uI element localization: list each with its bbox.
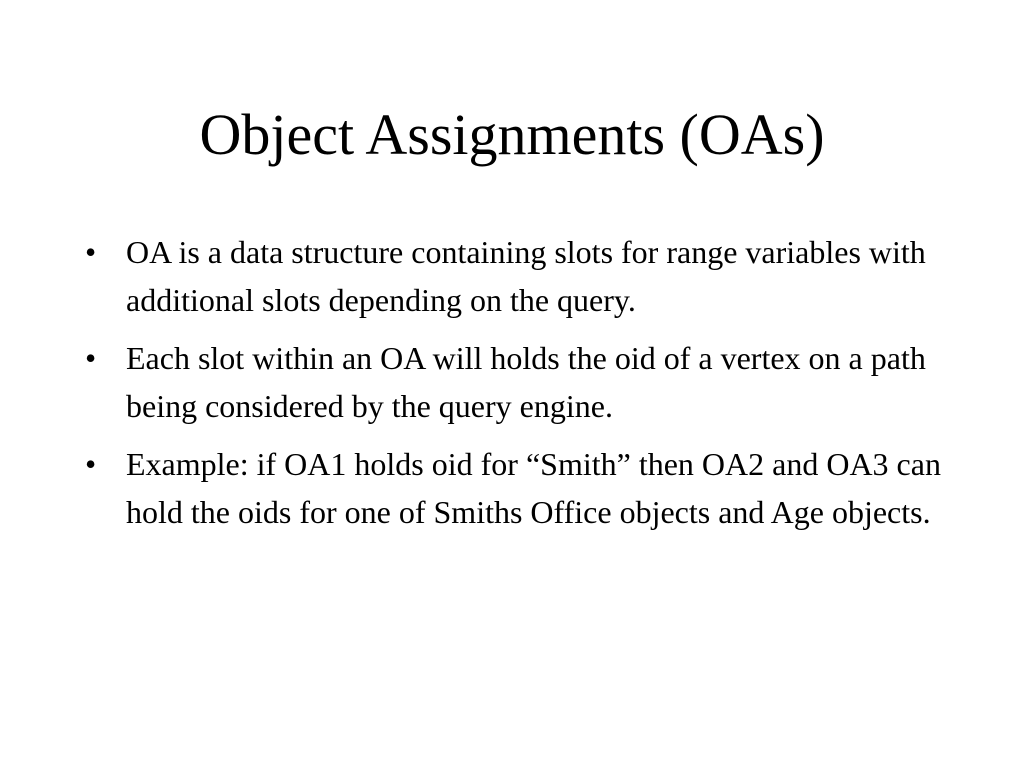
bullet-item	[85, 228, 945, 324]
bullet-item	[85, 334, 945, 430]
bullet-list	[85, 228, 945, 546]
bullet-item	[85, 440, 945, 536]
bullet-text: Each slot within an OA will holds the oid of a vertex on a path being considered by the query engine.	[126, 340, 926, 424]
bullet-marker-icon: •	[85, 446, 97, 482]
slide-title: Object Assignments (OAs)	[199, 102, 825, 167]
bullet-marker-icon: •	[85, 340, 97, 376]
bullet-text: OA is a data structure containing slots for range variables with additional slots depending on the query.	[126, 234, 926, 318]
bullet-marker-icon: •	[85, 234, 97, 270]
bullet-text: Example: if OA1 holds oid for “Smith” then OA2 and OA3 can hold the oids for one of Smiths Office objects and Age objects.	[126, 446, 941, 530]
